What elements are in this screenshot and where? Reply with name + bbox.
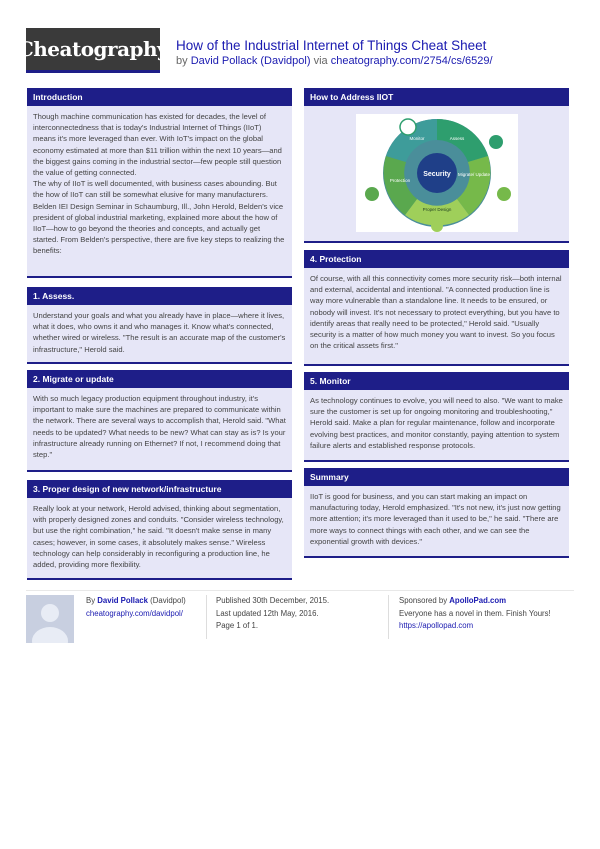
shield-icon bbox=[365, 187, 379, 201]
sheet-url-link[interactable]: cheatography.com/2754/cs/6529/ bbox=[330, 55, 493, 67]
section-how-to-address bbox=[304, 88, 569, 243]
segment-label: Protection bbox=[389, 178, 410, 183]
sponsor-prefix: Sponsored by bbox=[399, 596, 448, 605]
section-body: Of course, with all this connectivity comes more security risk—both internal and external, accidental and intentional. "A connected production line is way more vulnerable than a standalone line. It needs to be ensured, or nobody will invest. It's not necessary to protect everything, but you have to identify areas that really need to be protected," Herold said. "Usually security is a matter of how much money you want to invest. So you focus on the critical assets first." bbox=[310, 274, 562, 351]
section-title: 4. Protection bbox=[304, 250, 569, 268]
section-title: How to Address IIOT bbox=[304, 88, 569, 106]
author-handle: (Davidpol) bbox=[150, 596, 186, 605]
sponsor-url-link[interactable]: https://apollopad.com bbox=[399, 621, 474, 630]
refresh-icon bbox=[497, 187, 511, 201]
intro-paragraph-1: Though machine communication has existed for decades, the level of interconnectedness that is today's Industrial Internet of Things (IIoT) means it's more leveraged than ever. With IoT's impact on the global economy estimated at more than $11 trillion within the next 10 years—and the biggest gains coming in the industrial sector—few people still question the value of getting connected. bbox=[33, 112, 282, 178]
by-prefix: by bbox=[176, 55, 188, 67]
logo-text: Cheatography bbox=[17, 37, 169, 61]
section-design bbox=[27, 480, 292, 580]
footer-sponsor bbox=[399, 595, 551, 633]
byline bbox=[176, 55, 493, 67]
author-line bbox=[86, 595, 186, 608]
section-body: Really look at your network, Herold advised, thinking about segmentation, with properly designed zones and conduits. "Consider wireless technology, but use the right combination," he said. "It doesn't make sense in many cases; however, in some cases, it absolutely makes sense." Wireless technology can help considerably in reconfiguring a production line, he added, providing more flexibility. bbox=[33, 504, 284, 570]
author-url-link[interactable]: cheatography.com/davidpol/ bbox=[86, 608, 183, 618]
author-link[interactable]: David Pollack (Davidpol) bbox=[190, 55, 311, 67]
center-label: Security bbox=[422, 171, 451, 178]
cheatography-logo[interactable] bbox=[17, 28, 169, 73]
section-body bbox=[27, 106, 292, 261]
segment-label: Monitor bbox=[408, 136, 425, 141]
section-title: Summary bbox=[304, 468, 569, 486]
check-icon bbox=[489, 135, 503, 149]
section-title: 3. Proper design of new network/infrastructure bbox=[27, 480, 292, 498]
author-name-link[interactable]: David Pollack bbox=[97, 596, 148, 605]
via-text: via bbox=[313, 55, 328, 67]
published-date: Published 30th December, 2015. bbox=[216, 596, 330, 605]
segment-label: Assess bbox=[449, 136, 464, 141]
footer-author bbox=[86, 595, 186, 620]
section-assess bbox=[27, 287, 292, 364]
user-silhouette-icon bbox=[26, 595, 74, 643]
segment-label: Proper Design bbox=[422, 207, 451, 212]
section-summary bbox=[304, 468, 569, 558]
section-body: As technology continues to evolve, you will need to also. "We want to make sure the customer is set up for ongoing monitoring and troubleshooting," Herold said. Make a plan for regular maintenance, follow and incorporate evolving best practices, and monitor constantly, paying attention to system failure alerts and established response protocols. bbox=[310, 396, 563, 450]
footer bbox=[26, 590, 574, 642]
design-icon bbox=[431, 220, 443, 232]
updated-date: Last updated 12th May, 2016. bbox=[216, 608, 319, 618]
section-title: 1. Assess. bbox=[27, 287, 292, 305]
intro-paragraph-2: The why of IIoT is well documented, with business cases abounding. But the how of IIoT can still be somewhat elusive for many manufacturers. Belden IEI Design Seminar in Schaumburg, Ill., John Herold, Belden's vice president of global industrial marketing, explained more about the how of IIoT—how to go beyond the theories and concepts, and actually get started. From Belden's perspective, there are five key steps to realizing the benefits: bbox=[33, 179, 285, 256]
section-body: With so much legacy production equipment throughout industry, it's important to make sure the machines are prepared to communicate within the network. There are several ways to accomplish that, Herold said. "What needs to be updated? What needs to be new? What can stay as is? Is your infrastructure already running on Ethernet? If not, I recommend doing that step." bbox=[33, 394, 286, 460]
section-migrate bbox=[27, 370, 292, 472]
footer-dates bbox=[216, 595, 329, 633]
by-label: By bbox=[86, 596, 96, 605]
section-title: Introduction bbox=[27, 88, 292, 106]
footer-divider bbox=[388, 595, 389, 639]
clock-icon bbox=[400, 119, 416, 135]
avatar[interactable] bbox=[26, 595, 74, 643]
footer-divider bbox=[206, 595, 207, 639]
section-monitor bbox=[304, 372, 569, 462]
iiot-cycle-diagram bbox=[356, 114, 518, 232]
diagram-frame bbox=[356, 114, 518, 232]
section-introduction bbox=[27, 88, 292, 278]
section-title: 5. Monitor bbox=[304, 372, 569, 390]
sponsor-name-link[interactable]: ApolloPad.com bbox=[449, 596, 507, 605]
section-body: Understand your goals and what you already have in place—where it lives, what it does, who owns it and who manages it. Know what's connected, whether wired or wireless. "The result is an accurate map of the customer's infrastructure," Herold said. bbox=[33, 311, 286, 354]
page-count: Page 1 of 1. bbox=[216, 621, 259, 630]
section-body: IIoT is good for business, and you can start making an impact on manufacturing today, Herold emphasized. "It's not new, it's just now getting more attention; it's more leveraged than it used to be," he said. "There are more ways to connect things with each other, and we can see the exponential growth with devices." bbox=[310, 492, 561, 546]
section-title: 2. Migrate or update bbox=[27, 370, 292, 388]
segment-label: Migrate/ Update bbox=[457, 172, 490, 177]
section-protection bbox=[304, 250, 569, 366]
page-title: How of the Industrial Internet of Things Cheat Sheet bbox=[176, 38, 487, 53]
sponsor-line bbox=[399, 595, 551, 608]
sponsor-tagline: Everyone has a novel in them. Finish Yours! bbox=[399, 608, 551, 618]
